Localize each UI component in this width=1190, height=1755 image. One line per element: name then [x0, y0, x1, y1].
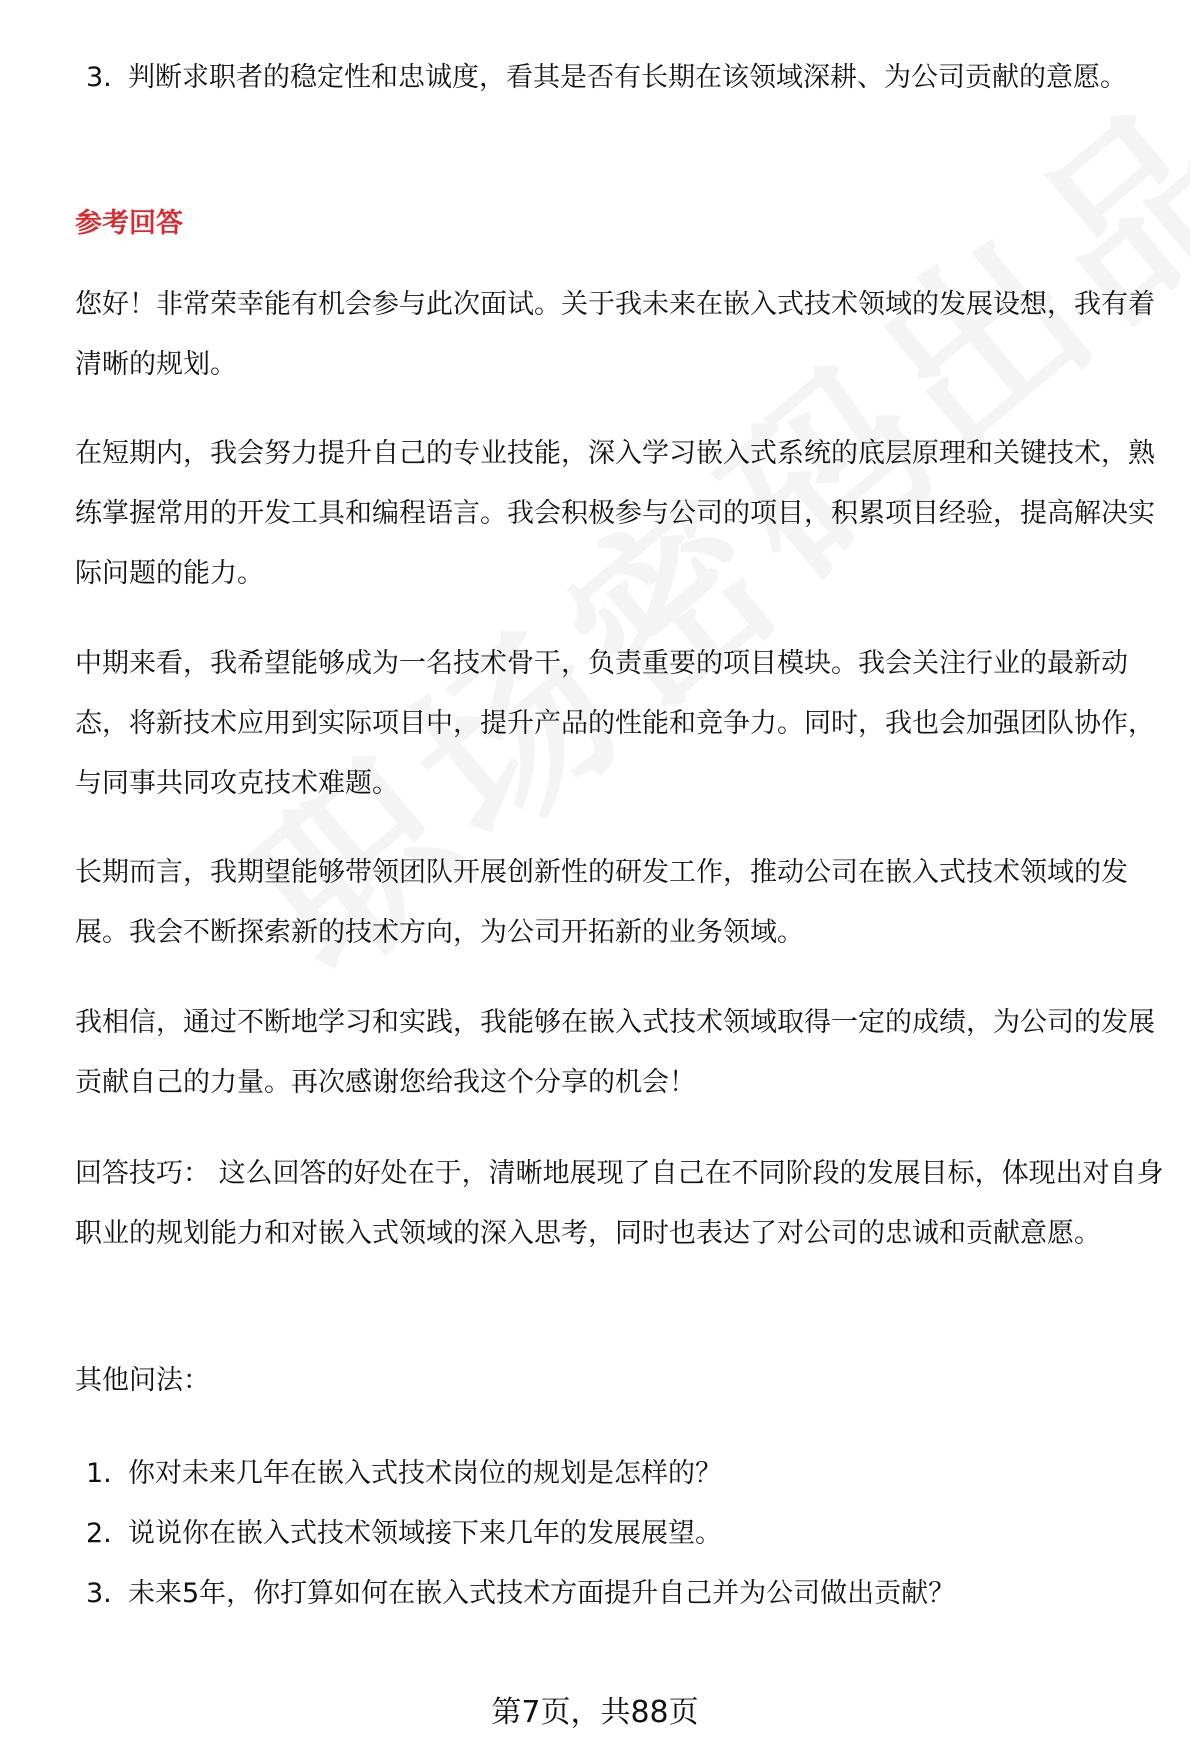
list-number: 3.	[86, 62, 112, 93]
page-number-footer: 第7页，共88页	[491, 1695, 699, 1730]
answer-paragraph-4: 长期而言，我期望能够带领团队开展创新性的研发工作，推动公司在嵌入式技术领域的发展。我会不断探索新的技术方向，为公司开拓新的业务领域。	[75, 857, 1128, 948]
reference-answer-title: 参考回答	[75, 208, 183, 239]
other-questions-label: 其他问法：	[75, 1365, 210, 1396]
list-text: 判断求职者的稳定性和忠诚度，看其是否有长期在该领域深耕、为公司贡献的意愿。	[128, 62, 1127, 93]
list-text: 你对未来几年在嵌入式技术岗位的规划是怎样的？	[128, 1458, 722, 1489]
answer-paragraph-1: 您好！非常荣幸能有机会参与此次面试。关于我未来在嵌入式技术领域的发展设想，我有着清晰的规划。	[75, 289, 1155, 380]
list-number: 2.	[86, 1518, 112, 1549]
answer-paragraph-5: 我相信，通过不断地学习和实践，我能够在嵌入式技术领域取得一定的成绩，为公司的发展贡献自己的力量。再次感谢您给我这个分享的机会！	[75, 1007, 1155, 1098]
list-text: 说说你在嵌入式技术领域接下来几年的发展展望。	[128, 1518, 722, 1549]
list-number: 1.	[86, 1458, 112, 1489]
answer-tips: 回答技巧： 这么回答的好处在于，清晰地展现了自己在不同阶段的发展目标，体现出对自身职业的规划能力和对嵌入式领域的深入思考，同时也表达了对公司的忠诚和贡献意愿。	[75, 1158, 1164, 1249]
answer-paragraph-2: 在短期内，我会努力提升自己的专业技能，深入学习嵌入式系统的底层原理和关键技术，熟练掌握常用的开发工具和编程语言。我会积极参与公司的项目，积累项目经验，提高解决实际问题的能力。	[75, 438, 1155, 589]
list-number: 3.	[86, 1578, 112, 1609]
answer-paragraph-3: 中期来看，我希望能够成为一名技术骨干，负责重要的项目模块。我会关注行业的最新动态，将新技术应用到实际项目中，提升产品的性能和竞争力。同时，我也会加强团队协作，与同事共同攻克技术难题。	[75, 648, 1155, 799]
list-text: 未来5年，你打算如何在嵌入式技术方面提升自己并为公司做出贡献？	[128, 1578, 956, 1609]
